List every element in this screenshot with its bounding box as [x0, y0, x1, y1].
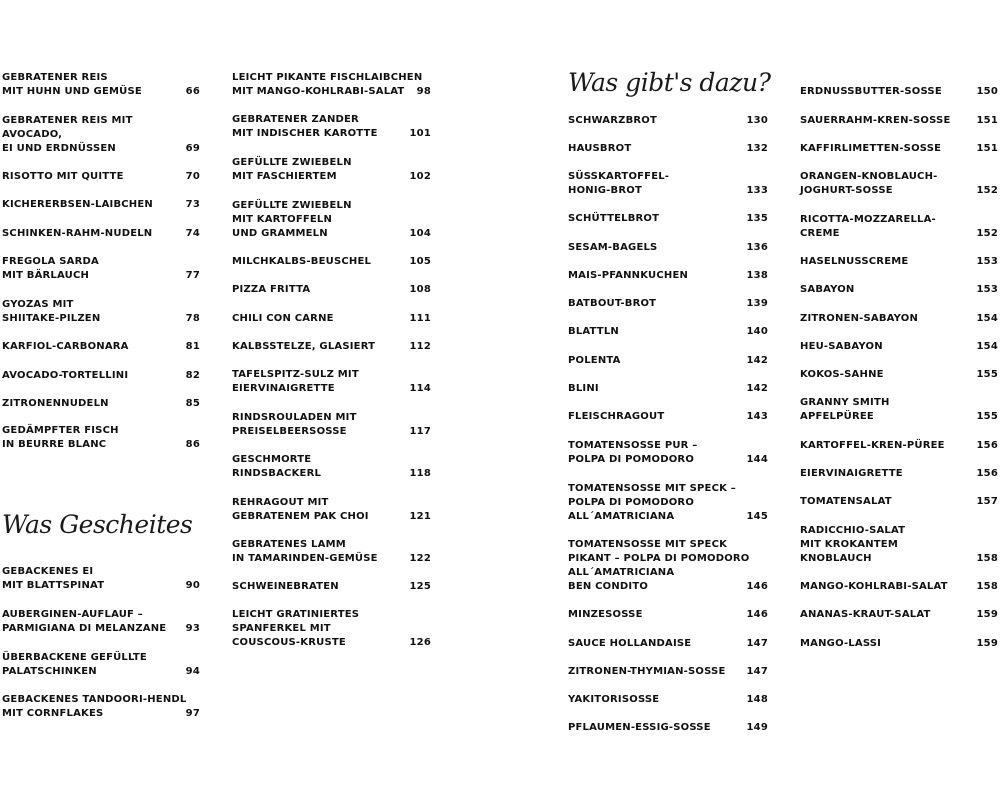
toc-entry-page: 66 — [185, 86, 200, 97]
toc-entry — [2, 397, 200, 411]
section-heading-was-gescheites: Was Gescheites — [2, 510, 193, 539]
toc-entry-title: FLEISCHRAGOUT — [568, 411, 665, 422]
toc-entry-page: 94 — [185, 666, 200, 677]
toc-entry — [232, 312, 431, 326]
toc-entry-title: HEU-SABAYON — [800, 341, 883, 352]
toc-entry-page: 153 — [976, 284, 998, 295]
toc-entry — [232, 113, 431, 141]
toc-entry-page: 142 — [746, 355, 768, 366]
toc-entry-title: EIERVINAIGRETTE — [800, 468, 903, 479]
toc-entry-page: 112 — [409, 341, 431, 352]
toc-entry-title: ANANAS-KRAUT-SALAT — [800, 609, 931, 620]
toc-entry-page: 118 — [409, 468, 431, 479]
toc-entry-title: SÜSSKARTOFFEL- HONIG-BROT — [568, 171, 670, 196]
toc-entry-page: 152 — [976, 228, 998, 239]
toc-entry — [568, 241, 768, 255]
toc-entry-title: CHILI CON CARNE — [232, 313, 334, 324]
toc-entry-page: 154 — [976, 341, 998, 352]
toc-entry-page: 130 — [746, 115, 768, 126]
toc-entry — [800, 142, 998, 156]
toc-entry — [800, 340, 998, 354]
toc-entry-page: 101 — [409, 128, 431, 139]
toc-entry — [568, 114, 768, 128]
toc-entry — [232, 411, 431, 439]
toc-entry-page: 69 — [185, 143, 200, 154]
section-heading-was-gibts-dazu: Was gibt's dazu? — [568, 68, 771, 97]
toc-entry-title: SABAYON — [800, 284, 855, 295]
toc-entry-page: 117 — [409, 426, 431, 437]
toc-entry-page: 150 — [976, 86, 998, 97]
toc-entry-page: 81 — [185, 341, 200, 352]
toc-entry-title: GEBRATENER REIS MIT AVOCADO, EI UND ERDNÜSSEN — [2, 115, 133, 154]
toc-entry-page: 136 — [746, 242, 768, 253]
toc-entry-title: MAIS-PFANNKUCHEN — [568, 270, 689, 281]
toc-entry-title: SCHWARZBROT — [568, 115, 658, 126]
toc-entry-title: HASELNUSSCREME — [800, 256, 909, 267]
toc-entry-title: KOKOS-SAHNE — [800, 369, 884, 380]
toc-entry-page: 139 — [746, 298, 768, 309]
toc-entry — [568, 637, 768, 651]
toc-entry-title: FREGOLA SARDA MIT BÄRLAUCH — [2, 256, 99, 281]
toc-entry — [800, 396, 998, 424]
toc-entry-page: 125 — [409, 581, 431, 592]
toc-entry — [800, 637, 998, 651]
toc-entry-page: 97 — [185, 708, 200, 719]
toc-entry-title: TOMATENSOSSE PUR – POLPA DI POMODORO — [568, 440, 698, 465]
toc-entry-page: 149 — [746, 722, 768, 733]
toc-entry-title: RICOTTA-MOZZARELLA- CREME — [800, 214, 936, 239]
toc-entry — [800, 608, 998, 622]
toc-entry-title: GEBRATENER REIS MIT HUHN UND GEMÜSE — [2, 72, 142, 97]
toc-entry-title: LEICHT PIKANTE FISCHLAIBCHEN MIT MANGO-KOHLRABI-SALAT — [232, 72, 423, 97]
toc-entry — [232, 368, 431, 396]
toc-entry-page: 151 — [976, 115, 998, 126]
toc-entry — [232, 580, 431, 594]
toc-entry-title: SCHWEINEBRATEN — [232, 581, 339, 592]
toc-entry — [232, 199, 431, 241]
toc-entry-title: RINDSROULADEN MIT PREISELBEERSOSSE — [232, 412, 357, 437]
toc-entry-page: 138 — [746, 270, 768, 281]
toc-entry-title: GEBRATENES LAMM IN TAMARINDEN-GEMÜSE — [232, 539, 378, 564]
toc-entry — [232, 255, 431, 269]
toc-entry-title: KAFFIRLIMETTEN-SOSSE — [800, 143, 942, 154]
toc-entry — [800, 170, 998, 198]
toc-entry-title: BLATTLN — [568, 326, 619, 337]
toc-entry — [568, 665, 768, 679]
toc-entry-title: SAUCE HOLLANDAISE — [568, 638, 692, 649]
toc-entry — [2, 298, 200, 326]
toc-entry — [800, 255, 998, 269]
toc-entry-title: PFLAUMEN-ESSIG-SOSSE — [568, 722, 711, 733]
toc-entry-title: GEBRATENER ZANDER MIT INDISCHER KAROTTE — [232, 114, 378, 139]
toc-entry — [2, 565, 200, 593]
toc-entry-page: 105 — [409, 256, 431, 267]
toc-entry-page: 153 — [976, 256, 998, 267]
toc-entry-page: 142 — [746, 383, 768, 394]
toc-entry-title: MILCHKALBS-BEUSCHEL — [232, 256, 372, 267]
toc-entry-title: TAFELSPITZ-SULZ MIT EIERVINAIGRETTE — [232, 369, 359, 394]
toc-entry-title: AUBERGINEN-AUFLAUF – PARMIGIANA DI MELANZANE — [2, 609, 167, 634]
toc-entry — [2, 608, 200, 636]
toc-entry-title: POLENTA — [568, 355, 621, 366]
toc-entry — [568, 382, 768, 396]
toc-entry — [232, 453, 431, 481]
toc-entry-page: 152 — [976, 185, 998, 196]
toc-entry-page: 156 — [976, 440, 998, 451]
toc-entry-title: YAKITORISOSSE — [568, 694, 660, 705]
toc-entry-page: 104 — [409, 228, 431, 239]
toc-entry-title: GESCHMORTE RINDSBACKERL — [232, 454, 322, 479]
toc-entry — [2, 369, 200, 383]
toc-entry — [568, 410, 768, 424]
toc-entry-title: SCHÜTTELBROT — [568, 213, 660, 224]
toc-entry — [232, 71, 431, 99]
toc-entry-page: 157 — [976, 496, 998, 507]
toc-entry-page: 147 — [746, 638, 768, 649]
toc-entry — [568, 325, 768, 339]
toc-entry — [800, 368, 998, 382]
toc-entry-title: REHRAGOUT MIT GEBRATENEM PAK CHOI — [232, 497, 369, 522]
toc-entry-page: 86 — [185, 439, 200, 450]
toc-entry-page: 114 — [409, 383, 431, 394]
toc-entry-title: TOMATENSOSSE MIT SPECK – POLPA DI POMODORO ALL´AMATRICIANA — [568, 483, 736, 522]
toc-entry — [800, 524, 998, 566]
toc-entry — [800, 85, 998, 99]
toc-entry-title: MANGO-KOHLRABI-SALAT — [800, 581, 948, 592]
toc-entry-page: 90 — [185, 580, 200, 591]
toc-entry-page: 145 — [746, 511, 768, 522]
toc-entry — [232, 538, 431, 566]
toc-entry-title: SAUERRAHM-KREN-SOSSE — [800, 115, 951, 126]
toc-entry-page: 154 — [976, 313, 998, 324]
toc-entry-title: HAUSBROT — [568, 143, 632, 154]
toc-entry — [232, 156, 431, 184]
toc-entry-title: RISOTTO MIT QUITTE — [2, 171, 124, 182]
toc-entry — [800, 439, 998, 453]
toc-entry-title: GEBACKENES EI MIT BLATTSPINAT — [2, 566, 105, 591]
toc-entry-page: 111 — [409, 313, 431, 324]
toc-entry — [2, 71, 200, 99]
toc-entry-title: GEFÜLLTE ZWIEBELN MIT KARTOFFELN UND GRAMMELN — [232, 200, 352, 239]
toc-entry-page: 126 — [409, 637, 431, 648]
toc-entry — [2, 424, 200, 452]
toc-entry-page: 158 — [976, 581, 998, 592]
toc-entry — [568, 693, 768, 707]
toc-entry-title: SCHINKEN-RAHM-NUDELN — [2, 228, 153, 239]
toc-entry-title: BLINI — [568, 383, 599, 394]
toc-entry-page: 158 — [976, 553, 998, 564]
toc-entry-page: 93 — [185, 623, 200, 634]
toc-entry-page: 159 — [976, 638, 998, 649]
toc-entry — [568, 721, 768, 735]
toc-entry-page: 146 — [746, 581, 768, 592]
toc-entry-title: GEBACKENES TANDOORI-HENDL MIT CORNFLAKES — [2, 694, 187, 719]
toc-entry — [2, 340, 200, 354]
toc-entry — [2, 651, 200, 679]
toc-entry-title: KICHERERBSEN-LAIBCHEN — [2, 199, 153, 210]
toc-entry — [800, 495, 998, 509]
toc-entry-title: LEICHT GRATINIERTES SPANFERKEL MIT COUSCOUS-KRUSTE — [232, 609, 360, 648]
toc-entry — [568, 269, 768, 283]
toc-entry — [232, 283, 431, 297]
toc-entry-title: BATBOUT-BROT — [568, 298, 657, 309]
toc-entry-title: PIZZA FRITTA — [232, 284, 311, 295]
toc-entry-page: 135 — [746, 213, 768, 224]
toc-entry-title: RADICCHIO-SALAT MIT KROKANTEM KNOBLAUCH — [800, 525, 906, 564]
toc-entry-page: 73 — [185, 199, 200, 210]
toc-entry-page: 70 — [185, 171, 200, 182]
toc-entry-page: 74 — [185, 228, 200, 239]
toc-entry — [232, 340, 431, 354]
toc-entry — [2, 170, 200, 184]
toc-entry-page: 122 — [409, 553, 431, 564]
toc-entry — [2, 255, 200, 283]
toc-entry-page: 121 — [409, 511, 431, 522]
toc-entry — [800, 467, 998, 481]
toc-entry-title: MANGO-LASSI — [800, 638, 882, 649]
toc-entry-title: TOMATENSOSSE MIT SPECK PIKANT – POLPA DI POMODORO ALL´AMATRICIANA BEN CONDITO — [568, 539, 750, 592]
toc-entry-page: 156 — [976, 468, 998, 479]
toc-entry — [232, 496, 431, 524]
toc-entry-title: ERDNUSSBUTTER-SOSSE — [800, 86, 942, 97]
toc-entry-page: 133 — [746, 185, 768, 196]
toc-entry-title: ÜBERBACKENE GEFÜLLTE PALATSCHINKEN — [2, 652, 147, 677]
toc-entry — [568, 482, 768, 524]
toc-entry-page: 159 — [976, 609, 998, 620]
toc-entry — [800, 580, 998, 594]
toc-entry — [800, 213, 998, 241]
toc-entry — [800, 283, 998, 297]
toc-entry-page: 77 — [185, 270, 200, 281]
toc-entry-page: 82 — [185, 370, 200, 381]
toc-entry — [568, 608, 768, 622]
toc-entry-title: MINZESOSSE — [568, 609, 643, 620]
toc-entry-page: 85 — [185, 398, 200, 409]
toc-entry — [800, 114, 998, 128]
toc-entry-title: GEFÜLLTE ZWIEBELN MIT FASCHIERTEM — [232, 157, 352, 182]
toc-entry-page: 143 — [746, 411, 768, 422]
toc-entry — [2, 114, 200, 156]
toc-entry-title: GEDÄMPFTER FISCH IN BEURRE BLANC — [2, 425, 119, 450]
toc-entry-title: ZITRONEN-SABAYON — [800, 313, 919, 324]
toc-entry — [2, 693, 200, 721]
toc-entry — [568, 297, 768, 311]
toc-entry-title: ZITRONEN-THYMIAN-SOSSE — [568, 666, 726, 677]
toc-entry — [568, 538, 768, 594]
toc-entry-title: ZITRONENNUDELN — [2, 398, 109, 409]
toc-entry-page: 147 — [746, 666, 768, 677]
toc-entry — [800, 312, 998, 326]
toc-entry — [568, 439, 768, 467]
toc-entry — [568, 212, 768, 226]
toc-entry-title: AVOCADO-TORTELLINI — [2, 370, 129, 381]
toc-entry-title: GYOZAS MIT SHIITAKE-PILZEN — [2, 299, 101, 324]
toc-entry-page: 148 — [746, 694, 768, 705]
toc-entry-page: 132 — [746, 143, 768, 154]
toc-entry-page: 102 — [409, 171, 431, 182]
toc-entry-page: 140 — [746, 326, 768, 337]
toc-entry-page: 144 — [746, 454, 768, 465]
toc-entry-title: TOMATENSALAT — [800, 496, 892, 507]
toc-entry — [568, 142, 768, 156]
toc-entry-title: KARFIOL-CARBONARA — [2, 341, 129, 352]
toc-entry-page: 151 — [976, 143, 998, 154]
toc-entry — [2, 198, 200, 212]
toc-entry-page: 155 — [976, 369, 998, 380]
toc-entry — [232, 608, 431, 650]
toc-entry — [568, 354, 768, 368]
toc-entry-title: SESAM-BAGELS — [568, 242, 658, 253]
toc-entry-page: 146 — [746, 609, 768, 620]
toc-entry-title: ORANGEN-KNOBLAUCH- JOGHURT-SOSSE — [800, 171, 938, 196]
toc-entry-title: GRANNY SMITH APFELPÜREE — [800, 397, 890, 422]
toc-entry-page: 155 — [976, 411, 998, 422]
toc-entry-title: KARTOFFEL-KREN-PÜREE — [800, 440, 945, 451]
toc-entry-title: KALBSSTELZE, GLASIERT — [232, 341, 376, 352]
toc-entry-page: 98 — [416, 86, 431, 97]
toc-entry — [2, 227, 200, 241]
toc-entry — [568, 170, 768, 198]
toc-entry-page: 78 — [185, 313, 200, 324]
toc-entry-page: 108 — [409, 284, 431, 295]
